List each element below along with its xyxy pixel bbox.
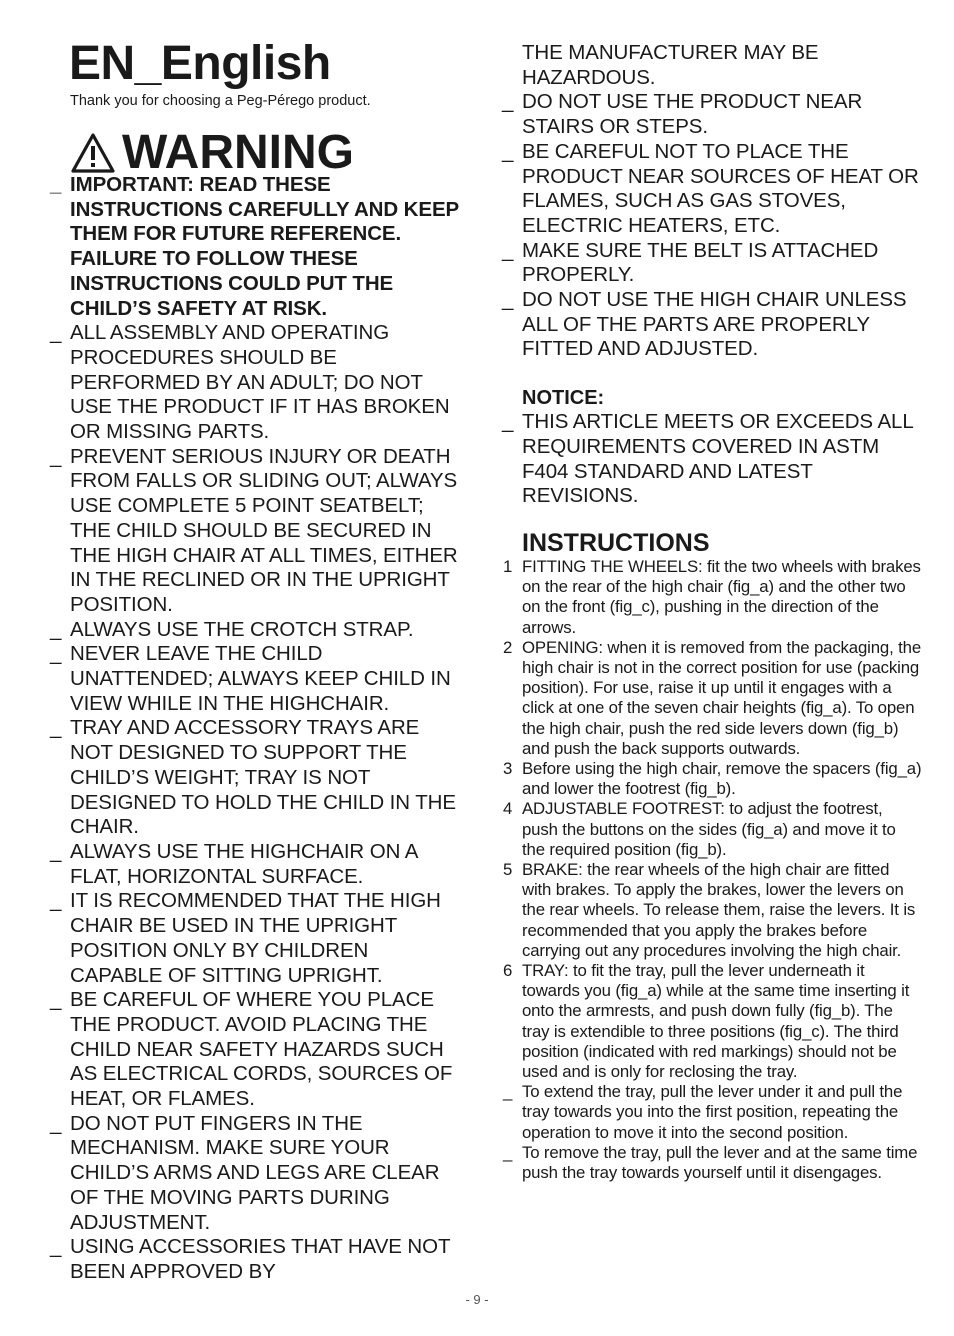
instruction-subitem: _ To remove the tray, pull the lever and at the same time push the tray towards yourself until it disengages.	[503, 1142, 918, 1183]
warning-item: _ MAKE SURE THE BELT IS ATTACHED PROPERLY.	[502, 238, 879, 287]
warning-item: _ BE CAREFUL NOT TO PLACE THE PRODUCT NEAR SOURCES OF HEAT OR FLAMES, SUCH AS GAS STOVES, ELECTRIC HEATERS, ETC.	[502, 139, 919, 237]
warning-item: _ ALL ASSEMBLY AND OPERATING PROCEDURES SHOULD BE PERFORMED BY AN ADULT; DO NOT USE THE PRODUCT IF IT HAS BROKEN OR MISSING PARTS.	[50, 321, 450, 444]
warning-item-continuation: THE MANUFACTURER MAY BE HAZARDOUS.	[522, 41, 819, 89]
warning-item: _ NEVER LEAVE THE CHILD UNATTENDED; ALWAYS KEEP CHILD IN VIEW WHILE IN THE HIGHCHAIR.	[50, 642, 451, 715]
right-column	[502, 41, 922, 1183]
warnings-list-left	[50, 173, 465, 1285]
warning-title: WARNING	[122, 126, 354, 179]
notice-item: _ THIS ARTICLE MEETS OR EXCEEDS ALL REQUIREMENTS COVERED IN ASTM F404 STANDARD AND LATEST REVISIONS.	[502, 410, 913, 508]
page-title: EN_English	[69, 37, 331, 90]
warning-item: _ IMPORTANT: READ THESE INSTRUCTIONS CAREFULLY AND KEEP THEM FOR FUTURE REFERENCE. FAILURE TO FOLLOW THESE INSTRUCTIONS COULD PUT THE CHILD’S SAFETY AT RISK.	[50, 173, 459, 320]
instruction-item: 6 TRAY: to fit the tray, pull the lever underneath it towards you (fig_a) while at the same time inserting it onto the armrests, and push down fully (fig_b). The tray is extendible to three positions (fig_c). The third position (indicated with red markings) should not be used and is only for reclosing the tray.	[503, 961, 910, 1082]
warning-item: _ IT IS RECOMMENDED THAT THE HIGH CHAIR BE USED IN THE UPRIGHT POSITION ONLY BY CHILDREN CAPABLE OF SITTING UPRIGHT.	[50, 889, 441, 987]
warning-item-continued: _ USING ACCESSORIES THAT HAVE NOT BEEN APPROVED BY	[50, 1235, 451, 1283]
instructions-heading: INSTRUCTIONS	[522, 528, 710, 557]
instruction-item: 3 Before using the high chair, remove the spacers (fig_a) and lower the footrest (fig_b).	[503, 758, 922, 799]
warning-item: _ DO NOT PUT FINGERS IN THE MECHANISM. MAKE SURE YOUR CHILD’S ARMS AND LEGS ARE CLEAR OF THE MOVING PARTS DURING ADJUSTMENT.	[50, 1111, 440, 1234]
warning-item: _ ALWAYS USE THE CROTCH STRAP.	[50, 617, 414, 641]
warning-item: _ BE CAREFUL OF WHERE YOU PLACE THE PRODUCT. AVOID PLACING THE CHILD NEAR SAFETY HAZARDS SUCH AS ELECTRICAL CORDS, SOURCES OF HEAT, OR FLAMES.	[50, 988, 453, 1111]
warning-item: _ ALWAYS USE THE HIGHCHAIR ON A FLAT, HORIZONTAL SURFACE.	[50, 839, 418, 888]
warning-item: _ DO NOT USE THE PRODUCT NEAR STAIRS OR STEPS.	[502, 90, 863, 139]
notice-heading: NOTICE:	[522, 387, 605, 410]
warning-item: _ DO NOT USE THE HIGH CHAIR UNLESS ALL OF THE PARTS ARE PROPERLY FITTED AND ADJUSTED.	[502, 288, 907, 361]
instruction-item: 4 ADJUSTABLE FOOTREST: to adjust the footrest, push the buttons on the sides (fig_a) and move it to the required position (fig_b).	[503, 799, 896, 859]
instructions-list	[502, 557, 922, 1183]
instruction-item: 2 OPENING: when it is removed from the packaging, the high chair is not in the correct position for use (packing position). For use, raise it up until it engages with a click at one of the seven chair heights (fig_a). To open the high chair, push the red side levers down (fig_b) and push the back supports outwards.	[503, 637, 922, 758]
warning-item: _ TRAY AND ACCESSORY TRAYS ARE NOT DESIGNED TO SUPPORT THE CHILD’S WEIGHT; TRAY IS NOT DESIGNED TO HOLD THE CHILD IN THE CHAIR.	[50, 716, 456, 839]
warning-triangle-icon	[70, 132, 116, 174]
instruction-item: 5 BRAKE: the rear wheels of the high chair are fitted with brakes. To apply the brakes, lower the levers on the rear wheels. To release them, raise the levers. It is recommended that you apply the brakes before carrying out any procedures involving the high chair.	[503, 860, 916, 960]
thanks-text: Thank you for choosing a Peg-Pérego product.	[70, 93, 371, 109]
instruction-subitem: _ To extend the tray, pull the lever under it and pull the tray towards you into the first position, repeating the operation to move it into the second position.	[503, 1082, 903, 1142]
instruction-item: 1 FITTING THE WHEELS: fit the two wheels with brakes on the rear of the high chair (fig_a) and the other two on the front (fig_c), pushing in the direction of the arrows.	[503, 556, 921, 637]
page-number: - 9 -	[465, 1292, 489, 1307]
warning-item: _ PREVENT SERIOUS INJURY OR DEATH FROM FALLS OR SLIDING OUT; ALWAYS USE COMPLETE 5 POINT SEATBELT; THE CHILD SHOULD BE SECURED IN THE HIGH CHAIR AT ALL TIMES, EITHER IN THE RECLINED OR IN THE UPRIGHT POSITION.	[50, 444, 458, 616]
